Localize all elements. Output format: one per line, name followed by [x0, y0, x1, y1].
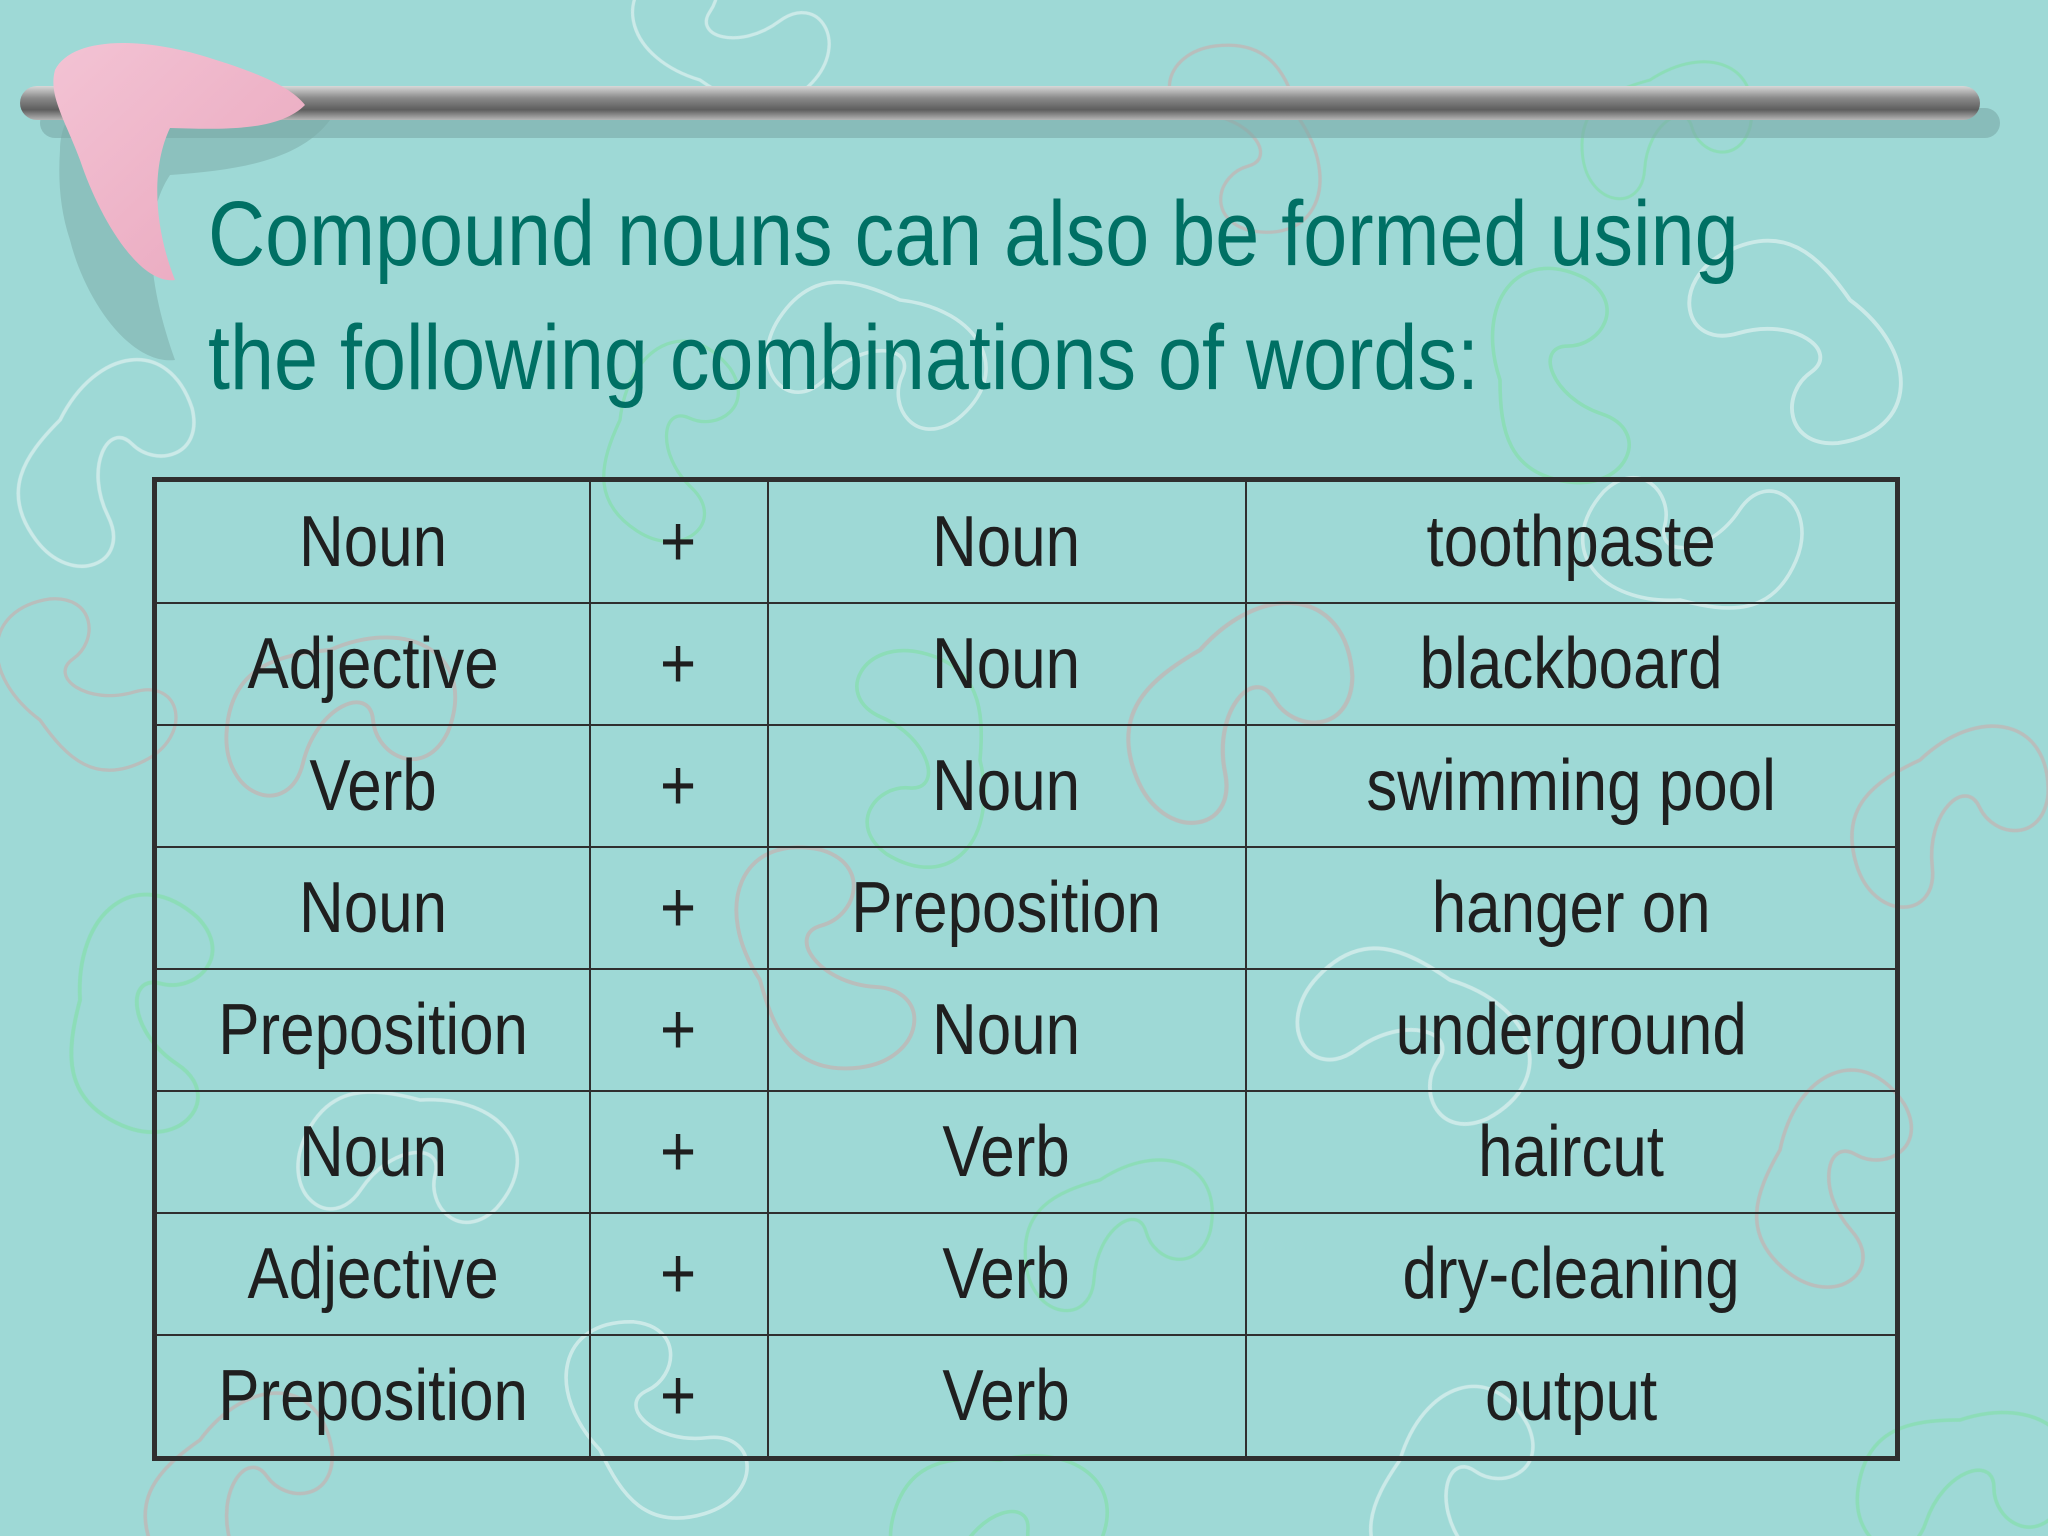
second-word-type-cell: Preposition — [768, 847, 1246, 969]
table-row — [155, 1213, 1898, 1335]
slide-title-line-2: the following combinations of words: — [208, 307, 1479, 409]
second-word-type-cell: Verb — [768, 1091, 1246, 1213]
example-cell: haircut — [1246, 1091, 1898, 1213]
table-row — [155, 1091, 1898, 1213]
plus-cell: + — [590, 480, 768, 604]
plus-cell: + — [590, 603, 768, 725]
second-word-type-cell: Verb — [768, 1335, 1246, 1459]
table-row — [155, 969, 1898, 1091]
plus-cell: + — [590, 1335, 768, 1459]
second-word-type-cell: Noun — [768, 725, 1246, 847]
plus-cell: + — [590, 725, 768, 847]
table-row — [155, 1335, 1898, 1459]
first-word-type-cell: Noun — [155, 847, 590, 969]
table-row — [155, 480, 1898, 604]
first-word-type-cell: Adjective — [155, 603, 590, 725]
second-word-type-cell: Verb — [768, 1213, 1246, 1335]
first-word-type-cell: Noun — [155, 1091, 590, 1213]
table-row — [155, 603, 1898, 725]
compound-noun-combinations-table — [152, 477, 1900, 1461]
example-cell: hanger on — [1246, 847, 1898, 969]
first-word-type-cell: Preposition — [155, 969, 590, 1091]
first-word-type-cell: Verb — [155, 725, 590, 847]
second-word-type-cell: Noun — [768, 969, 1246, 1091]
first-word-type-cell: Adjective — [155, 1213, 590, 1335]
example-cell: toothpaste — [1246, 480, 1898, 604]
first-word-type-cell: Noun — [155, 480, 590, 604]
example-cell: underground — [1246, 969, 1898, 1091]
first-word-type-cell: Preposition — [155, 1335, 590, 1459]
slide-title-line-1: Compound nouns can also be formed using — [208, 183, 1739, 285]
plus-cell: + — [590, 1213, 768, 1335]
example-cell: swimming pool — [1246, 725, 1898, 847]
example-cell: blackboard — [1246, 603, 1898, 725]
plus-cell: + — [590, 969, 768, 1091]
plus-cell: + — [590, 847, 768, 969]
table-row — [155, 847, 1898, 969]
second-word-type-cell: Noun — [768, 603, 1246, 725]
example-cell: output — [1246, 1335, 1898, 1459]
example-cell: dry-cleaning — [1246, 1213, 1898, 1335]
second-word-type-cell: Noun — [768, 480, 1246, 604]
slide-title — [208, 172, 1739, 420]
plus-cell: + — [590, 1091, 768, 1213]
table-row — [155, 725, 1898, 847]
